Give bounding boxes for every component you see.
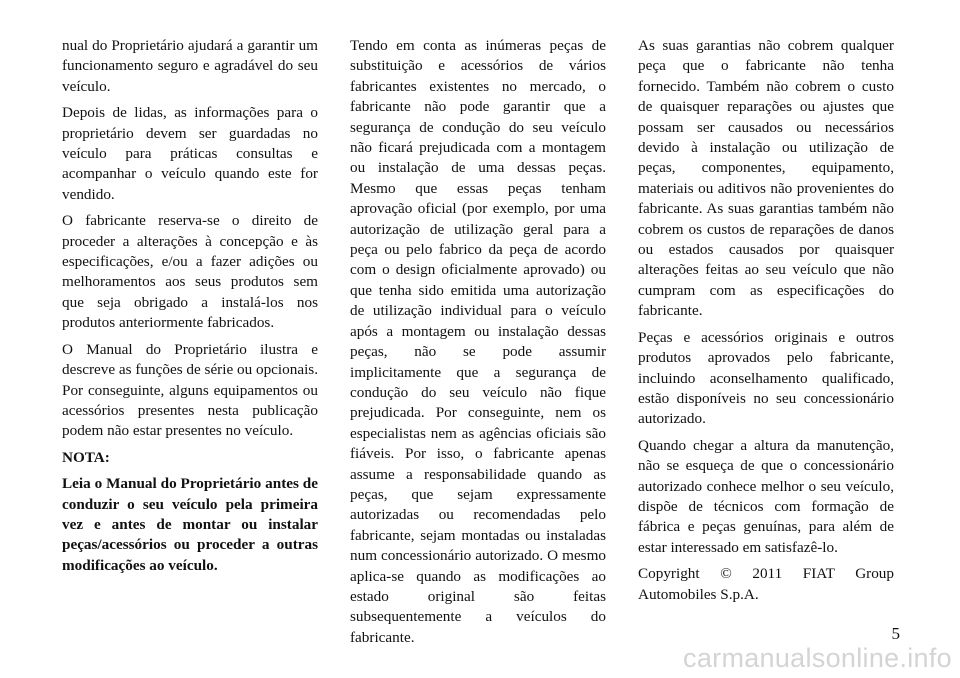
copyright-text: Copyright © 2011 FIAT Group Automobiles S.p.A.	[638, 565, 894, 603]
paragraph: Peças e acessórios originais e outros produtos aprovados pelo fabricante, incluindo aconselhamento qualificado, estão disponíveis no seu concessionário autorizado.	[638, 328, 894, 428]
note-heading: NOTA:	[62, 448, 110, 466]
text-column-middle	[350, 36, 606, 654]
paragraph: Tendo em conta as inúmeras peças de substituição e acessórios de vários fabricantes existentes no mercado, o fabricante não pode garantir que a segurança de condução do seu veículo não ficará prejudicada com a montagem ou instalação de uma dessas peças. Mesmo que essas peças tenham aprovação oficial (por exemplo, por uma autorização de utilização geral para a peça ou pelo fabrico da peça de acordo com o design oficialmente aprovado) ou que tenha sido emitida uma autorização de utilização individual para o veículo após a montagem ou instalação dessas peças, não se pode assumir implicitamente que a segurança de condução do seu veículo não fique prejudicada. Por conseguinte, nem os especialistas nem as agências oficiais são fiáveis. Por isso, o fabricante apenas assume a responsabilidade quando as peças, que sejam expressamente autorizadas ou recomendadas pelo fabricante, sejam montadas ou instaladas num concessionário autorizado. O mesmo aplica-se quando as modificações ao estado original são feitas subsequentemente a veículos do fabricante.	[350, 37, 606, 646]
paragraph: Depois de lidas, as informações para o proprietário devem ser guardadas no veículo para práticas consultas e acompanhar o veículo quando este for vendido.	[62, 104, 318, 203]
paragraph: Quando chegar a altura da manutenção, não se esqueça de que o concessionário autorizado conhece melhor o seu veículo, dispõe de técnicos com formação de fábrica e peças genuínas, para além de estar interessado em satisfazê-lo.	[638, 436, 894, 556]
watermark: carmanualsonline.info	[683, 643, 952, 673]
paragraph: nual do Proprietário ajudará a garantir um funcionamento seguro e agradável do seu veículo.	[62, 37, 318, 95]
paragraph: O Manual do Proprietário ilustra e descreve as funções de série ou opcionais. Por conseguinte, alguns equipamentos ou acessórios presentes nesta publicação podem não estar presentes no veículo.	[62, 340, 318, 440]
page-number: 5	[891, 624, 900, 643]
paragraph: O fabricante reserva-se o direito de proceder a alterações à concepção e às especificações, e/ou a fazer adições ou melhoramentos aos seus produtos sem que seja obrigado a instalá-los nos produtos anteriormente fabricados.	[62, 212, 318, 332]
note-text: Leia o Manual do Proprietário antes de conduzir o seu veículo pela primeira vez e antes de montar ou instalar peças/acessórios ou proceder a outras modificações ao veículo.	[62, 475, 318, 574]
paragraph: As suas garantias não cobrem qualquer peça que o fabricante não tenha fornecido. Também não cobrem o custo de quaisquer reparações ou ajustes que possam ser causados ou necessários devido à instalação ou utilização de peças, componentes, equipamento, materiais ou aditivos não provenientes do fabricante. As suas garantias também não cobrem os custos de reparações de danos ou estados causados por quaisquer alterações feitas ao seu veículo que não cumpram com as especificações do fabricante.	[638, 37, 894, 320]
text-column-left	[62, 36, 318, 582]
text-column-right	[638, 36, 894, 611]
